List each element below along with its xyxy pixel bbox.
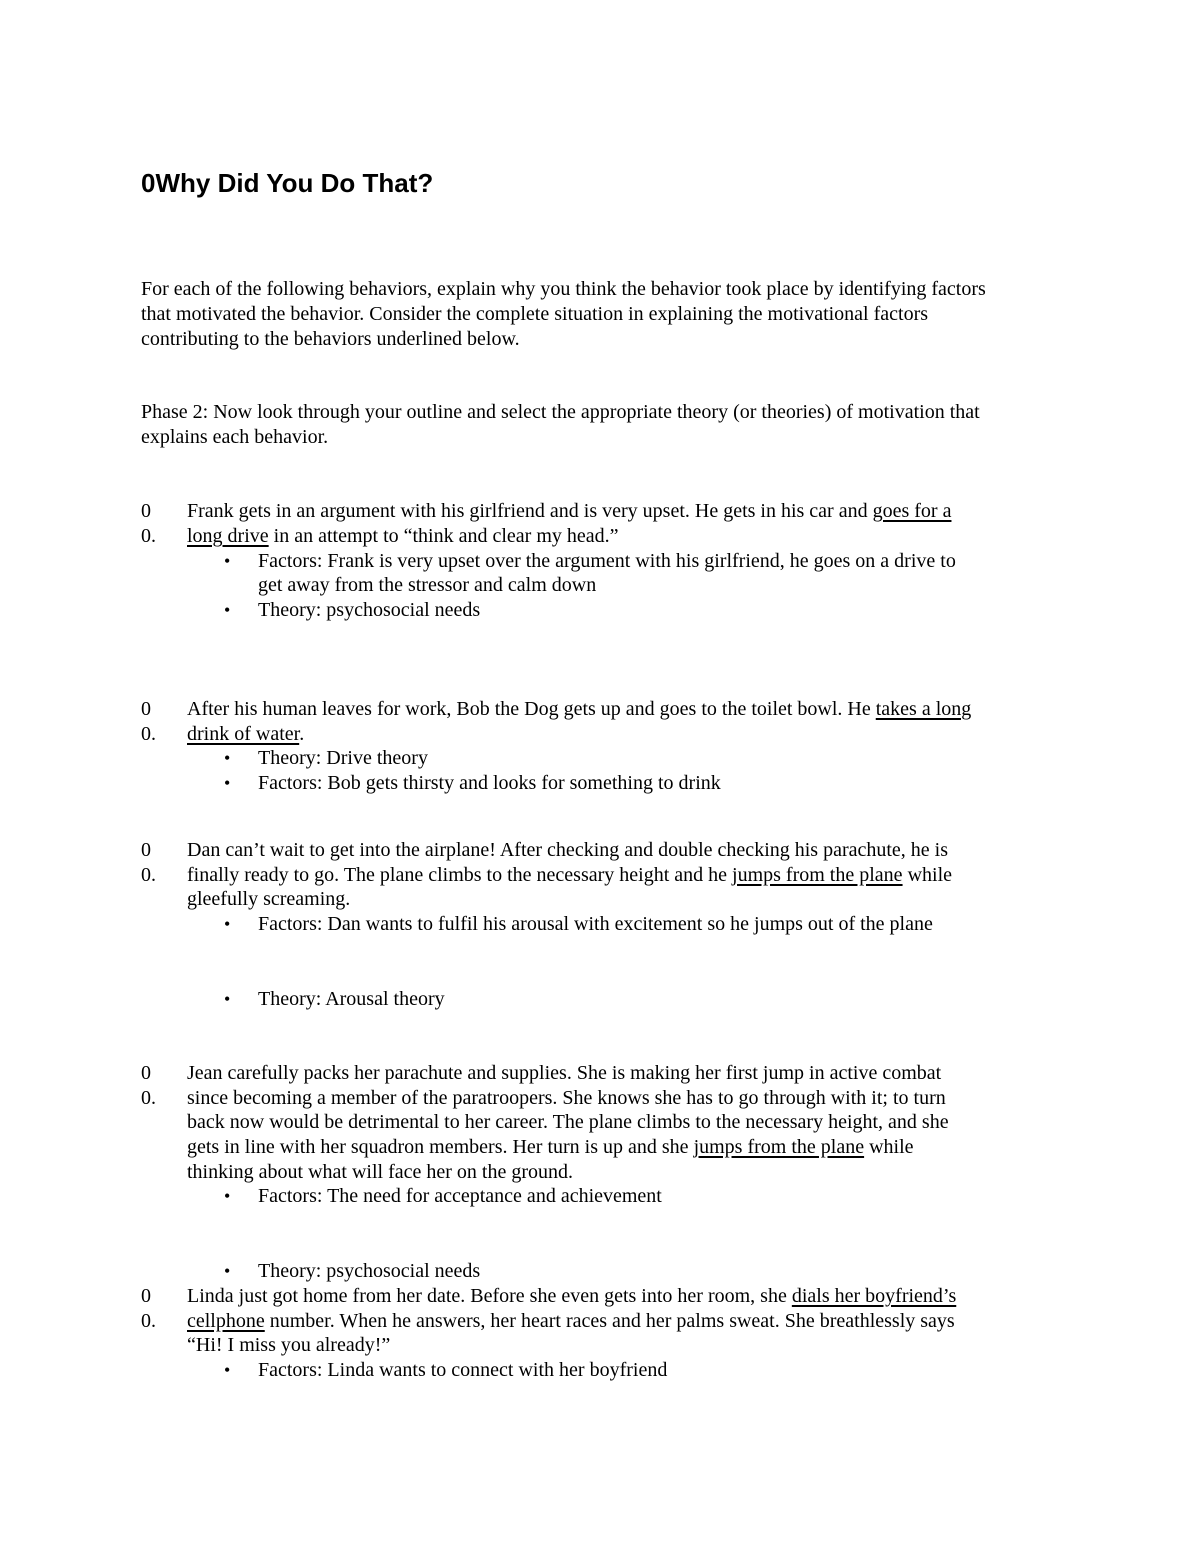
item-text-line: gleefully screaming. — [187, 888, 351, 910]
bullet-icon: • — [224, 773, 231, 793]
factors-line: get away from the stressor and calm down — [258, 574, 597, 596]
item-text-line — [187, 499, 951, 524]
item-text: Frank gets in an argument with his girlfriend and is very upset. He gets in his car and — [187, 500, 873, 522]
page-title: 0Why Did You Do That? — [141, 168, 434, 198]
intro-line: For each of the following behaviors, explain why you think the behavior took place by identifying factors — [141, 278, 986, 300]
factors-line: Factors: Linda wants to connect with her boyfriend — [258, 1359, 668, 1381]
underlined-behavior: takes a long — [875, 698, 972, 720]
theory-line: Theory: Drive theory — [258, 747, 428, 769]
item-text-line: back now would be detrimental to her career. The plane climbs to the necessary height, and she — [187, 1111, 949, 1133]
item-text-line — [187, 863, 952, 888]
bullet-icon: • — [224, 914, 231, 934]
item-text-line: thinking about what will face her on the ground. — [187, 1161, 574, 1183]
item-number: 0. — [141, 525, 156, 547]
bullet-icon: • — [224, 1360, 231, 1380]
item-text-line: Jean carefully packs her parachute and supplies. She is making her first jump in active combat — [187, 1062, 942, 1084]
item-text-line — [187, 1135, 914, 1160]
factors-line: Factors: The need for acceptance and achievement — [258, 1185, 662, 1207]
item-text-line — [187, 1284, 956, 1309]
item-number: 0. — [141, 723, 156, 745]
theory-line: Theory: Arousal theory — [258, 988, 445, 1010]
item-number: 0 — [141, 698, 151, 720]
factors-line: Factors: Bob gets thirsty and looks for something to drink — [258, 772, 721, 794]
item-text: Linda just got home from her date. Before she even gets into her room, she — [187, 1285, 792, 1307]
underlined-behavior: dials her boyfriend’s — [791, 1285, 957, 1307]
item-text-line — [187, 1309, 955, 1334]
theory-line: Theory: psychosocial needs — [258, 599, 481, 621]
underlined-behavior: drink of water — [187, 723, 300, 745]
factors-line: Factors: Frank is very upset over the argument with his girlfriend, he goes on a drive to — [258, 550, 956, 572]
intro-line: that motivated the behavior. Consider the complete situation in explaining the motivational factors — [141, 303, 929, 325]
bullet-icon: • — [224, 989, 231, 1009]
item-number: 0 — [141, 500, 151, 522]
intro-line: contributing to the behaviors underlined below. — [141, 328, 520, 350]
underlined-behavior: jumps from the plane — [693, 1136, 865, 1158]
factors-line: Factors: Dan wants to fulfil his arousal with excitement so he jumps out of the plane — [258, 913, 933, 935]
phase2-line: explains each behavior. — [141, 426, 329, 448]
phase2-line: Phase 2: Now look through your outline and select the appropriate theory (or theories) of motivation that — [141, 401, 980, 423]
item-text-line — [187, 524, 619, 549]
item-text-line — [187, 697, 971, 722]
underlined-behavior: long drive — [187, 525, 269, 547]
item-text-line: since becoming a member of the paratroopers. She knows she has to go through with it; to turn — [187, 1087, 946, 1109]
item-text: number. When he answers, her heart races and her palms sweat. She breathlessly says — [264, 1310, 955, 1332]
item-text: After his human leaves for work, Bob the Dog gets up and goes to the toilet bowl. He — [187, 698, 876, 720]
bullet-icon: • — [224, 600, 231, 620]
bullet-icon: • — [224, 551, 231, 571]
underlined-behavior: jumps from the plane — [732, 864, 903, 886]
theory-line: Theory: psychosocial needs — [258, 1260, 481, 1282]
item-number: 0. — [141, 1310, 156, 1332]
item-text: while — [902, 864, 952, 886]
item-text-line: “Hi! I miss you already!” — [187, 1334, 391, 1356]
item-text-line — [187, 722, 304, 747]
item-number: 0 — [141, 1062, 151, 1084]
item-text: finally ready to go. The plane climbs to the necessary height and he — [187, 864, 733, 886]
bullet-icon: • — [224, 1186, 231, 1206]
item-text: while — [864, 1136, 914, 1158]
item-number: 0 — [141, 839, 151, 861]
bullet-icon: • — [224, 748, 231, 768]
item-text: in an attempt to “think and clear my head.” — [268, 525, 619, 547]
item-number: 0. — [141, 864, 156, 886]
item-number: 0. — [141, 1087, 156, 1109]
item-text: . — [299, 723, 305, 745]
bullet-icon: • — [224, 1261, 231, 1281]
item-text: gets in line with her squadron members. Her turn is up and she — [187, 1136, 694, 1158]
underlined-behavior: cellphone — [187, 1310, 265, 1332]
item-text-line: Dan can’t wait to get into the airplane! After checking and double checking his parachute, he is — [187, 839, 949, 861]
underlined-behavior: goes for a — [872, 500, 952, 522]
item-number: 0 — [141, 1285, 151, 1307]
